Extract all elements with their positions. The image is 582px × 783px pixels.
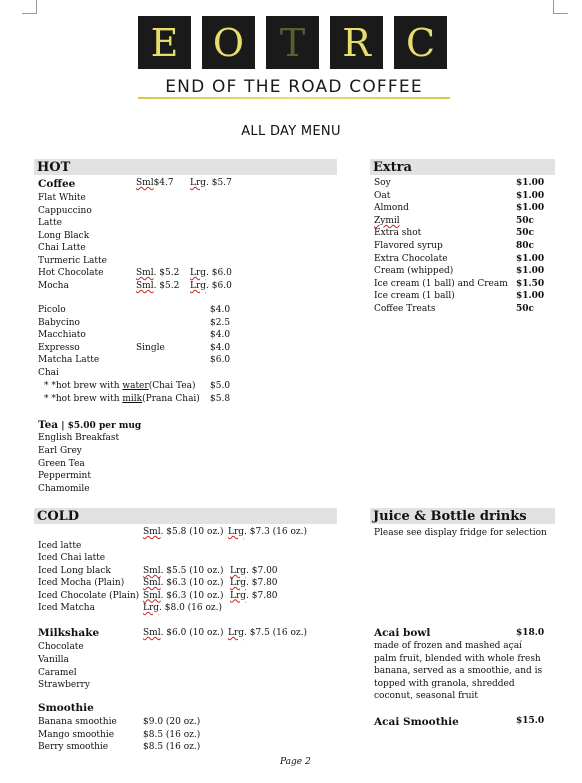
- cold-header: [34, 508, 337, 524]
- acai-bowl-price: $18.0: [516, 628, 545, 638]
- menu-title: ALL DAY MENU: [241, 124, 341, 139]
- extra-item-price: $1.00: [516, 266, 545, 277]
- logo-underline: [138, 97, 450, 99]
- logo-letter: T: [279, 20, 306, 65]
- hot-item-price: $4.0: [210, 330, 231, 340]
- cold-item-sml-price: Sml. $6.3 (10 oz.): [143, 590, 224, 601]
- hot-item-name: Picolo: [38, 305, 66, 315]
- logo-letter-box: [266, 16, 319, 69]
- extra-item-name: Cream (whipped): [374, 266, 454, 277]
- extra-item-name: Zymil: [374, 215, 400, 226]
- cold-item-name: Iced latte: [38, 541, 82, 551]
- cold-item-name: Iced Matcha: [38, 603, 95, 613]
- acai-bowl-description: made of frozen and mashed açaí palm fruit, blended with whole fresh banana, served as a smoothie, and is topped with granola, shredded coconut, seasonal fruit: [374, 641, 543, 701]
- cold-item-name: Iced Chocolate (Plain): [38, 590, 140, 601]
- extra-item-price: 50c: [516, 304, 535, 314]
- tea-item: Peppermint: [38, 471, 91, 482]
- tea-item: Chamomile: [38, 484, 90, 495]
- mocha-sml: Sml. $5.2: [136, 281, 180, 291]
- milkshake-item: Vanilla: [38, 654, 69, 665]
- hot-item-name: Macchiato: [38, 330, 86, 340]
- hot-chocolate-lrg: Lrg. $6.0: [190, 268, 232, 278]
- coffee-item: Flat White: [38, 193, 86, 203]
- cold-item-name: Iced Long black: [38, 565, 111, 576]
- coffee-item: Long Black: [38, 230, 90, 241]
- milkshake-item: Strawberry: [38, 680, 90, 691]
- milkshake-sml-price: Sml. $6.0 (10 oz.): [143, 628, 224, 638]
- extra-item-price: $1.00: [516, 190, 545, 201]
- chai-milk-price: $5.8: [210, 394, 231, 404]
- juice-title: Juice & Bottle drinks: [373, 509, 527, 524]
- coffee-lrg-price: Lrg. $5.7: [190, 178, 232, 188]
- corner-mark-top-right: [553, 0, 568, 14]
- hot-item-note: Single: [136, 342, 165, 353]
- cold-item-sml-price: Lrg. $8.0 (16 oz.): [143, 603, 223, 613]
- coffee-label: Coffee: [38, 178, 76, 190]
- extra-item-price: $1.00: [516, 253, 545, 264]
- hot-chocolate-sml: Sml. $5.2: [136, 268, 180, 278]
- cold-lrg-price: Lrg. $7.3 (16 oz.): [228, 527, 308, 537]
- cold-item-sml-price: Sml. $6.3 (10 oz.): [143, 578, 224, 589]
- milkshake-item: Caramel: [38, 667, 77, 678]
- chai-water-option: * *hot brew with water(Chai Tea): [44, 381, 196, 391]
- logo-letter-box: [330, 16, 383, 69]
- acai-bowl-label: Acai bowl: [374, 627, 431, 639]
- logo-letter-box: [138, 16, 191, 69]
- extra-item-price: 80c: [516, 241, 535, 251]
- coffee-item: Chai Latte: [38, 243, 86, 253]
- extra-title: Extra: [373, 160, 412, 175]
- extra-item-name: Extra shot: [374, 228, 422, 239]
- cold-item-lrg-price: Lrg. $7.00: [230, 565, 278, 576]
- coffee-item: Latte: [38, 218, 62, 228]
- page-number: Page 2: [280, 757, 311, 767]
- hot-item-name: Expresso: [38, 342, 80, 353]
- extra-item-price: $1.00: [516, 178, 545, 188]
- extra-item-name: Almond: [374, 203, 409, 214]
- extra-item-price: 50c: [516, 215, 535, 226]
- extra-item-name: Soy: [374, 178, 391, 188]
- chai-label: Chai: [38, 368, 59, 378]
- corner-mark-top-left: [22, 0, 37, 14]
- extra-item-price: $1.00: [516, 291, 545, 302]
- extra-item-name: Coffee Treats: [374, 304, 436, 314]
- juice-note: Please see display fridge for selection: [374, 528, 547, 538]
- smoothie-label: Smoothie: [38, 702, 94, 714]
- cold-item-lrg-price: Lrg. $7.80: [230, 590, 278, 601]
- hot-item-name: Matcha Latte: [38, 355, 100, 365]
- extra-item-name: Flavored syrup: [374, 241, 443, 251]
- logo-letter: R: [342, 20, 371, 65]
- milkshake-item: Chocolate: [38, 642, 84, 652]
- tea-item: Green Tea: [38, 458, 85, 469]
- coffee-item: Cappuccino: [38, 205, 92, 216]
- extra-item-name: Oat: [374, 190, 391, 201]
- acai-smoothie-label: Acai Smoothie: [374, 716, 459, 728]
- extra-item-name: Extra Chocolate: [374, 253, 448, 264]
- hot-item-name: Babycino: [38, 317, 80, 328]
- smoothie-item-price: $8.5 (16 oz.): [143, 729, 201, 740]
- hot-item-price: $4.0: [210, 342, 231, 353]
- acai-smoothie-price: $15.0: [516, 716, 545, 726]
- hot-item-price: $6.0: [210, 355, 231, 365]
- smoothie-item-name: Banana smoothie: [38, 717, 117, 727]
- logo-subtitle: END OF THE ROAD COFFEE: [165, 77, 423, 97]
- logo-letter: C: [405, 20, 436, 65]
- milkshake-label: Milkshake: [38, 627, 100, 639]
- chai-milk-option: * *hot brew with milk(Prana Chai): [44, 394, 200, 404]
- smoothie-item-name: Berry smoothie: [38, 742, 109, 753]
- extra-item-name: Ice cream (1 ball) and Cream: [374, 278, 508, 289]
- chai-water-price: $5.0: [210, 381, 231, 391]
- smoothie-item-price: $9.0 (20 oz.): [143, 717, 201, 727]
- cold-item-lrg-price: Lrg. $7.80: [230, 578, 278, 589]
- extra-header: [370, 159, 555, 175]
- mocha-lrg: Lrg. $6.0: [190, 281, 232, 291]
- hot-header: [34, 159, 337, 175]
- cold-title: COLD: [37, 509, 80, 524]
- extra-item-price: $1.50: [516, 278, 545, 289]
- cold-sml-price: Sml. $5.8 (10 oz.): [143, 527, 224, 537]
- cold-item-name: Iced Chai latte: [38, 553, 106, 564]
- hot-item-price: $4.0: [210, 305, 231, 315]
- logo-letter: E: [150, 20, 179, 65]
- tea-item: Earl Grey: [38, 445, 82, 456]
- mocha-name: Mocha: [38, 281, 69, 291]
- logo-letter: O: [212, 20, 245, 65]
- extra-item-name: Ice cream (1 ball): [374, 291, 455, 302]
- extra-item-price: $1.00: [516, 203, 545, 214]
- tea-item: English Breakfast: [38, 433, 120, 443]
- hot-title: HOT: [37, 160, 71, 175]
- tea-heading: Tea | $5.00 per mug: [38, 419, 142, 431]
- logo-letter-box: [394, 16, 447, 69]
- cold-item-sml-price: Sml. $5.5 (10 oz.): [143, 565, 224, 576]
- hot-item-price: $2.5: [210, 317, 231, 328]
- coffee-item: Turmeric Latte: [38, 255, 107, 266]
- hot-chocolate-name: Hot Chocolate: [38, 268, 104, 278]
- coffee-sml-price: Sml$4.7: [136, 178, 174, 188]
- extra-item-price: 50c: [516, 228, 535, 239]
- milkshake-lrg-price: Lrg. $7.5 (16 oz.): [228, 628, 308, 638]
- smoothie-item-name: Mango smoothie: [38, 729, 115, 740]
- juice-header: [370, 508, 555, 524]
- cold-item-name: Iced Mocha (Plain): [38, 578, 125, 589]
- logo-letter-box: [202, 16, 255, 69]
- smoothie-item-price: $8.5 (16 oz.): [143, 742, 201, 753]
